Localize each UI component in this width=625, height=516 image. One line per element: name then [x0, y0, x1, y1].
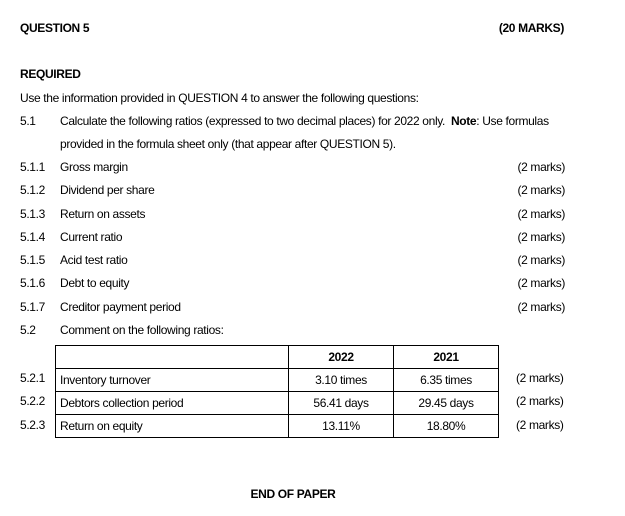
table-row — [56, 415, 499, 438]
ratio-value-2021: 18.80% — [394, 415, 499, 438]
q51-text-b: : Use formulas — [476, 114, 549, 128]
item-label: Current ratio — [60, 230, 123, 244]
list-item — [20, 253, 565, 269]
table-header-blank — [56, 346, 289, 369]
ratio-label: Debtors collection period — [56, 392, 289, 415]
list-item — [20, 160, 565, 176]
list-item — [20, 183, 565, 199]
list-item — [20, 300, 565, 316]
ratio-value-2021: 6.35 times — [394, 369, 499, 392]
item-marks: (2 marks) — [517, 160, 565, 174]
item-number: 5.1.4 — [20, 230, 45, 244]
table-header-2022: 2022 — [289, 346, 394, 369]
ratio-value-2021: 29.45 days — [394, 392, 499, 415]
item-label: Dividend per share — [60, 183, 155, 197]
q51-text-a: Calculate the following ratios (expressed to two decimal places) for 2022 only. — [60, 114, 446, 128]
item-marks: (2 marks) — [517, 300, 565, 314]
ratio-value-2022: 13.11% — [289, 415, 394, 438]
item-label: Creditor payment period — [60, 300, 181, 314]
list-item — [20, 276, 565, 292]
q51-text-line1 — [60, 114, 549, 128]
table-row-number: 5.2.1 — [20, 371, 45, 385]
end-of-paper: END OF PAPER — [250, 487, 336, 501]
table-row-marks: (2 marks) — [516, 418, 564, 432]
item-marks: (2 marks) — [517, 230, 565, 244]
item-number: 5.1.6 — [20, 276, 45, 290]
item-marks: (2 marks) — [517, 207, 565, 221]
table-row-marks: (2 marks) — [516, 394, 564, 408]
item-number: 5.1.2 — [20, 183, 45, 197]
instruction-text: Use the information provided in QUESTION 4 to answer the following questions: — [20, 91, 419, 105]
list-item — [20, 207, 565, 223]
item-label: Gross margin — [60, 160, 128, 174]
ratio-label: Return on equity — [56, 415, 289, 438]
table-header-row — [56, 346, 499, 369]
item-label: Debt to equity — [60, 276, 130, 290]
item-label: Acid test ratio — [60, 253, 128, 267]
item-number: 5.1.1 — [20, 160, 45, 174]
item-number: 5.1.5 — [20, 253, 45, 267]
ratio-label: Inventory turnover — [56, 369, 289, 392]
item-marks: (2 marks) — [517, 276, 565, 290]
ratio-table — [55, 345, 499, 438]
q52-number: 5.2 — [20, 323, 36, 337]
total-marks: (20 MARKS) — [498, 21, 564, 35]
item-label: Return on assets — [60, 207, 146, 221]
note-label: Note — [450, 114, 477, 128]
q52-text: Comment on the following ratios: — [60, 323, 224, 337]
q51-number: 5.1 — [20, 114, 36, 128]
table-row-marks: (2 marks) — [516, 371, 564, 385]
table-header-2021: 2021 — [394, 346, 499, 369]
item-number: 5.1.3 — [20, 207, 45, 221]
q51-text-line2: provided in the formula sheet only (that appear after QUESTION 5). — [60, 137, 396, 151]
list-item — [20, 230, 565, 246]
required-heading: REQUIRED — [20, 67, 81, 81]
item-marks: (2 marks) — [517, 253, 565, 267]
ratio-value-2022: 3.10 times — [289, 369, 394, 392]
question-title: QUESTION 5 — [20, 21, 90, 35]
table-row-number: 5.2.3 — [20, 418, 45, 432]
table-row-number: 5.2.2 — [20, 394, 45, 408]
item-number: 5.1.7 — [20, 300, 45, 314]
table-row — [56, 369, 499, 392]
table-row — [56, 392, 499, 415]
item-marks: (2 marks) — [517, 183, 565, 197]
ratio-value-2022: 56.41 days — [289, 392, 394, 415]
